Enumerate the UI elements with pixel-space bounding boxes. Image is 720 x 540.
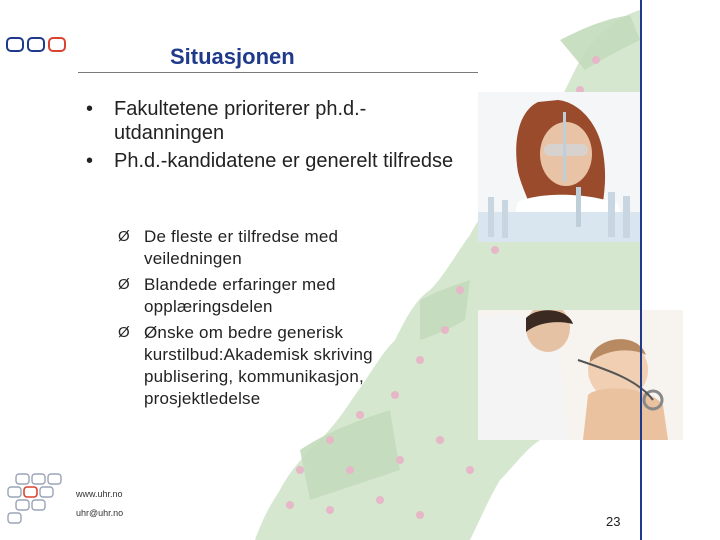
slide-title: Situasjonen bbox=[170, 44, 295, 69]
sub-bullet-item bbox=[118, 274, 418, 318]
doctor-baby-photo bbox=[478, 310, 683, 440]
page-number: 23 bbox=[606, 514, 621, 529]
arrow-bullet-icon: Ø bbox=[118, 324, 130, 341]
sub-bullet-list bbox=[118, 226, 418, 414]
bullet-marker: • bbox=[86, 150, 94, 172]
sub-bullet-text: Blandede erfaringer med opplæringsdelen bbox=[144, 275, 336, 316]
uhr-logo-icon bbox=[6, 36, 70, 54]
footer-email[interactable]: uhr@uhr.no bbox=[76, 508, 124, 518]
sub-bullet-text: Ønske om bedre generisk kurstilbud:Akademisk skriving publisering, kommunikasjon, prosjektledelse bbox=[144, 323, 373, 408]
footer-url[interactable]: www.uhr.no bbox=[76, 489, 123, 499]
bullet-item bbox=[84, 97, 464, 145]
arrow-bullet-icon: Ø bbox=[118, 276, 130, 293]
uhr-logo-grid-icon bbox=[6, 472, 66, 528]
bullet-text: Fakultetene prioriterer ph.d.-utdanningen bbox=[114, 98, 367, 144]
lab-researcher-photo bbox=[478, 92, 640, 242]
main-bullet-list bbox=[84, 97, 464, 177]
sub-bullet-item bbox=[118, 322, 418, 410]
right-edge-bar bbox=[640, 0, 642, 540]
sub-bullet-text: De fleste er tilfredse med veiledningen bbox=[144, 227, 339, 268]
bullet-item bbox=[84, 149, 464, 173]
arrow-bullet-icon: Ø bbox=[118, 228, 130, 245]
bullet-text: Ph.d.-kandidatene er generelt tilfredse bbox=[114, 150, 454, 172]
title-underline bbox=[78, 72, 478, 73]
sub-bullet-item bbox=[118, 226, 418, 270]
bullet-marker: • bbox=[86, 98, 94, 120]
